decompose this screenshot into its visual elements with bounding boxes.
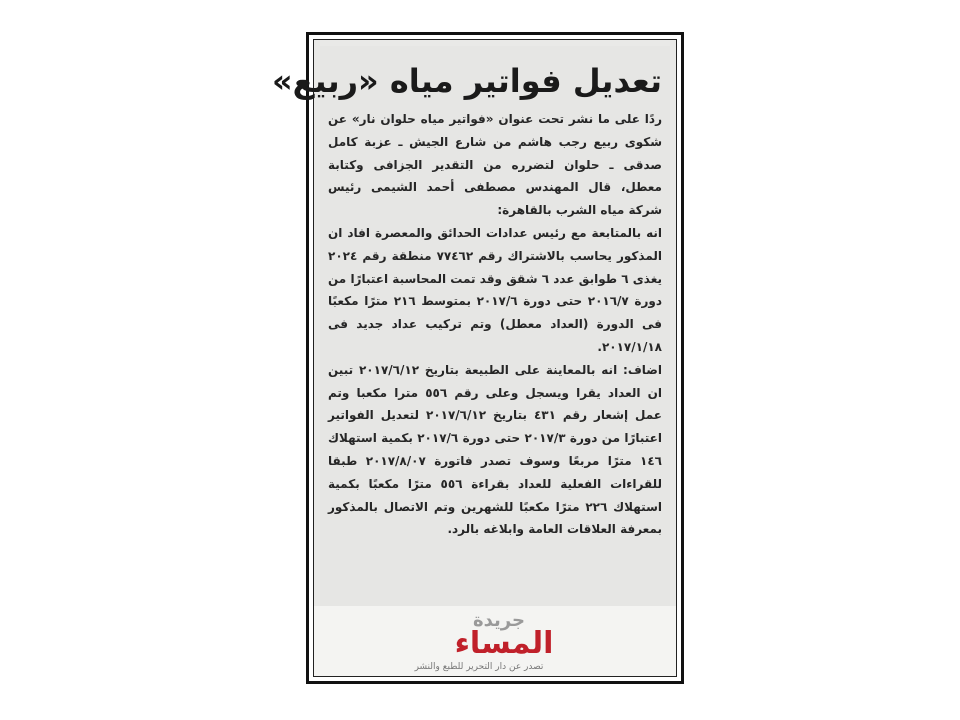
masthead-small-word: جريدة bbox=[473, 610, 525, 631]
article-body bbox=[328, 108, 662, 541]
masthead-tagline: تصدر عن دار التحرير للطبع والنشر bbox=[414, 662, 544, 672]
article-paragraph: ردًا على ما نشر تحت عنوان «فواتير مياه حلوان نار» عن شكوى ربيع رجب هاشم من شارع الجيش ـ عزبة كامل صدقى ـ حلوان لتضرره من التقدير الجزافى وكتابة معطل، قال المهندس مصطفى أحمد الشيمى رئيس شركة مياه الشرب بالقاهرة: bbox=[328, 112, 662, 218]
article-paragraph: اضاف: انه بالمعاينة على الطبيعة بتاريخ ٢٠١٧/٦/١٢ تبين ان العداد يقرا ويسجل وعلى رقم ٥٥٦ مترا مكعبا وتم عمل إشعار رقم ٤٣١ بتاريخ ٢٠١٧/٦/١٢ لتعديل الفواتير اعتبارًا من دورة ٢٠١٧/٣ حتى دورة ٢٠١٧/٦ بكمية استهلاك ١٤٦ مترًا مربعًا وسوف تصدر فاتورة ٢٠١٧/٨/٠٧ طبقا للقراءات الفعلية للعداد بقراءة ٥٥٦ مترًا مكعبًا بكمية استهلاك ٢٢٦ مترًا مكعبًا للشهرين وتم الاتصال بالمذكور بمعرفة العلاقات العامة وابلاغه بالرد. bbox=[328, 362, 663, 537]
masthead-logo-name: المساء bbox=[454, 626, 554, 661]
article-headline: تعديل فواتير مياه «ربيع» bbox=[271, 62, 662, 100]
clipping-frame bbox=[271, 32, 684, 684]
article bbox=[271, 46, 670, 606]
newspaper-masthead bbox=[314, 606, 676, 676]
clipping-paper bbox=[271, 39, 677, 677]
article-paragraph: انه بالمتابعة مع رئيس عدادات الحدائق والمعصرة افاد ان المذكور يحاسب بالاشتراك رقم ٧٧٤٦٢ منطقة رقم ٢٠٢٤ يغذى ٦ طوابق عدد ٦ شقق وقد تمت المحاسبة اعتبارًا من دورة ٢٠١٦/٧ حتى دورة ٢٠١٧/٦ بمتوسط ٢١٦ مترًا مكعبًا فى الدورة (العداد معطل) وتم تركيب عداد جديد فى ٢٠١٧/١/١٨. bbox=[328, 225, 663, 354]
